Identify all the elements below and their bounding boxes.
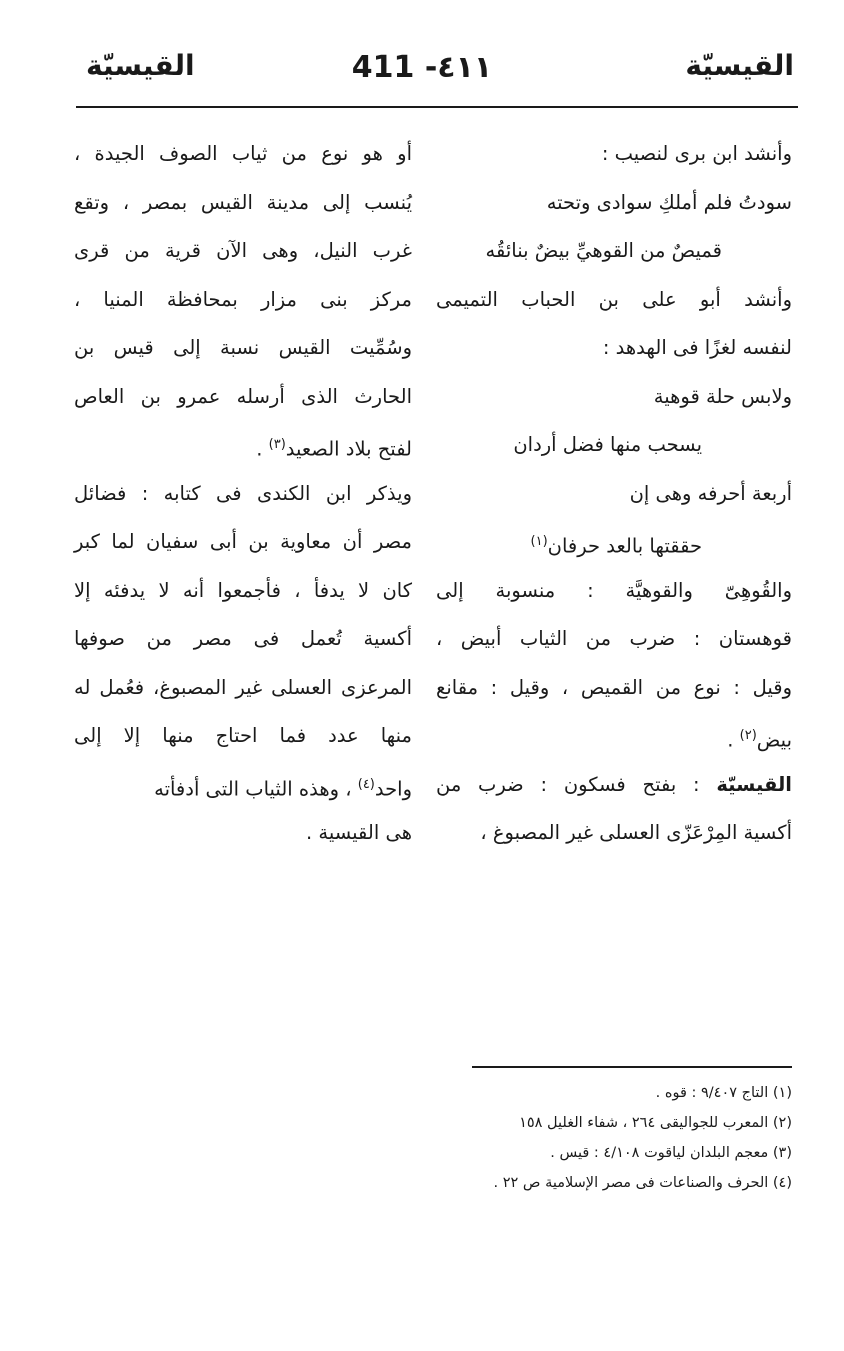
verse-line: [436, 518, 792, 567]
verse-line: أربعة أحرفه وهى إن: [629, 481, 792, 505]
text-line: مصر أن معاوية بن أبى سفيان لما كبر: [74, 530, 412, 553]
text-fragment: لفتح بلاد الصعيد: [285, 437, 412, 461]
text-line: [74, 761, 412, 810]
text-line: وسُمِّيت القيس نسبة إلى قيس بن: [74, 336, 412, 359]
text-line: قوهستان : ضرب من الثياب أبيض ،: [436, 627, 792, 650]
text-line: الحارث الذى أرسله عمرو بن العاص: [74, 384, 412, 408]
text-line: هى القيسية .: [306, 821, 412, 844]
footnote-item: (٢) المعرب للجواليقى ٢٦٤ ، شفاء الغليل ١٥٨: [519, 1115, 792, 1131]
text-line: ويذكر ابن الكندى فى كتابه : فضائل: [74, 481, 412, 505]
header-rule: [76, 106, 798, 108]
footnote-item: (١) التاج ٩/٤٠٧ : قوه .: [655, 1085, 792, 1101]
text-line: بيض$^{(٢)}$ .: [727, 728, 792, 752]
text-line: أكسية تُعمل فى مصر من صوفها: [74, 627, 412, 650]
footnote-rule: [472, 1066, 792, 1068]
entry-term: القيسيّة: [716, 772, 792, 796]
right-column: [436, 130, 792, 858]
text-line: كان لا يدفأ ، فأجمعوا أنه لا يدفئه إلا: [74, 578, 412, 602]
text-line: مركز بنى مزار بمحافظة المنيا ،: [74, 287, 412, 311]
verse-line: سودتُ فلم أملكِ سوادى وتحته: [546, 190, 792, 214]
text-line: المرعزى العسلى غير المصبوغ، فعُمل له: [74, 675, 412, 699]
text-line: لنفسه لغزًا فى الهدهد :: [602, 336, 792, 359]
footnote-mark-3: (٣): [268, 437, 286, 452]
text-fragment: بيض: [756, 728, 792, 752]
text-line: يُنسب إلى مدينة القيس بمصر ، وتقع: [74, 190, 412, 214]
left-column: [74, 130, 412, 858]
verse-line: قميصٌ من القوهيِّ بيضٌ بنائقُه: [485, 239, 722, 262]
page-number: 411 -٤١١: [351, 50, 493, 85]
header-title-left: القيسيّة: [86, 49, 195, 82]
text-fragment: واحد: [374, 777, 412, 800]
text-line: وقيل : نوع من القميص ، وقيل : مقانع: [436, 675, 792, 699]
footnote-mark-1: (١): [530, 534, 548, 549]
text-line: لفتح بلاد الصعيد$^{(٣)}$ .: [256, 437, 412, 461]
text-line: وأنشد ابن برى لنصيب :: [601, 142, 792, 165]
footnote-mark-4: (٤): [357, 776, 375, 792]
text-line: غرب النيل، وهى الآن قرية من قرى: [74, 239, 412, 262]
text-fragment: ، وهذه الثياب التى أدفأته: [154, 777, 352, 800]
verse-line: ولابس حلة قوهية: [653, 384, 792, 408]
text-line: وأنشد أبو على بن الحباب التميمى: [436, 287, 792, 311]
text-line: أو هو نوع من ثياب الصوف الجيدة ،: [74, 142, 412, 165]
entry-line: [436, 761, 792, 810]
verse-line: يسحب منها فضل أردان: [513, 433, 702, 456]
text-line: والقُوهِىّ والقوهيَّة : منسوبة إلى: [436, 578, 792, 602]
footnote-item: (٤) الحرف والصناعات فى مصر الإسلامية ص ٢٢ .: [493, 1175, 792, 1191]
header-title-right: القيسيّة: [685, 49, 794, 82]
text-line: منها عدد فما احتاج منها إلا إلى: [74, 724, 412, 747]
footnote-mark-2: (٢): [739, 728, 757, 743]
footnotes: [372, 1078, 792, 1198]
text-line: أكسية المِرْعَزّى العسلى غير المصبوغ ،: [480, 821, 792, 844]
verse-text: حققتها بالعد حرفان: [547, 534, 702, 558]
entry-definition: : بفتح فسكون : ضرب من: [436, 772, 700, 796]
footnote-item: (٣) معجم البلدان لياقوت ٤/١٠٨ : قيس .: [550, 1145, 792, 1161]
